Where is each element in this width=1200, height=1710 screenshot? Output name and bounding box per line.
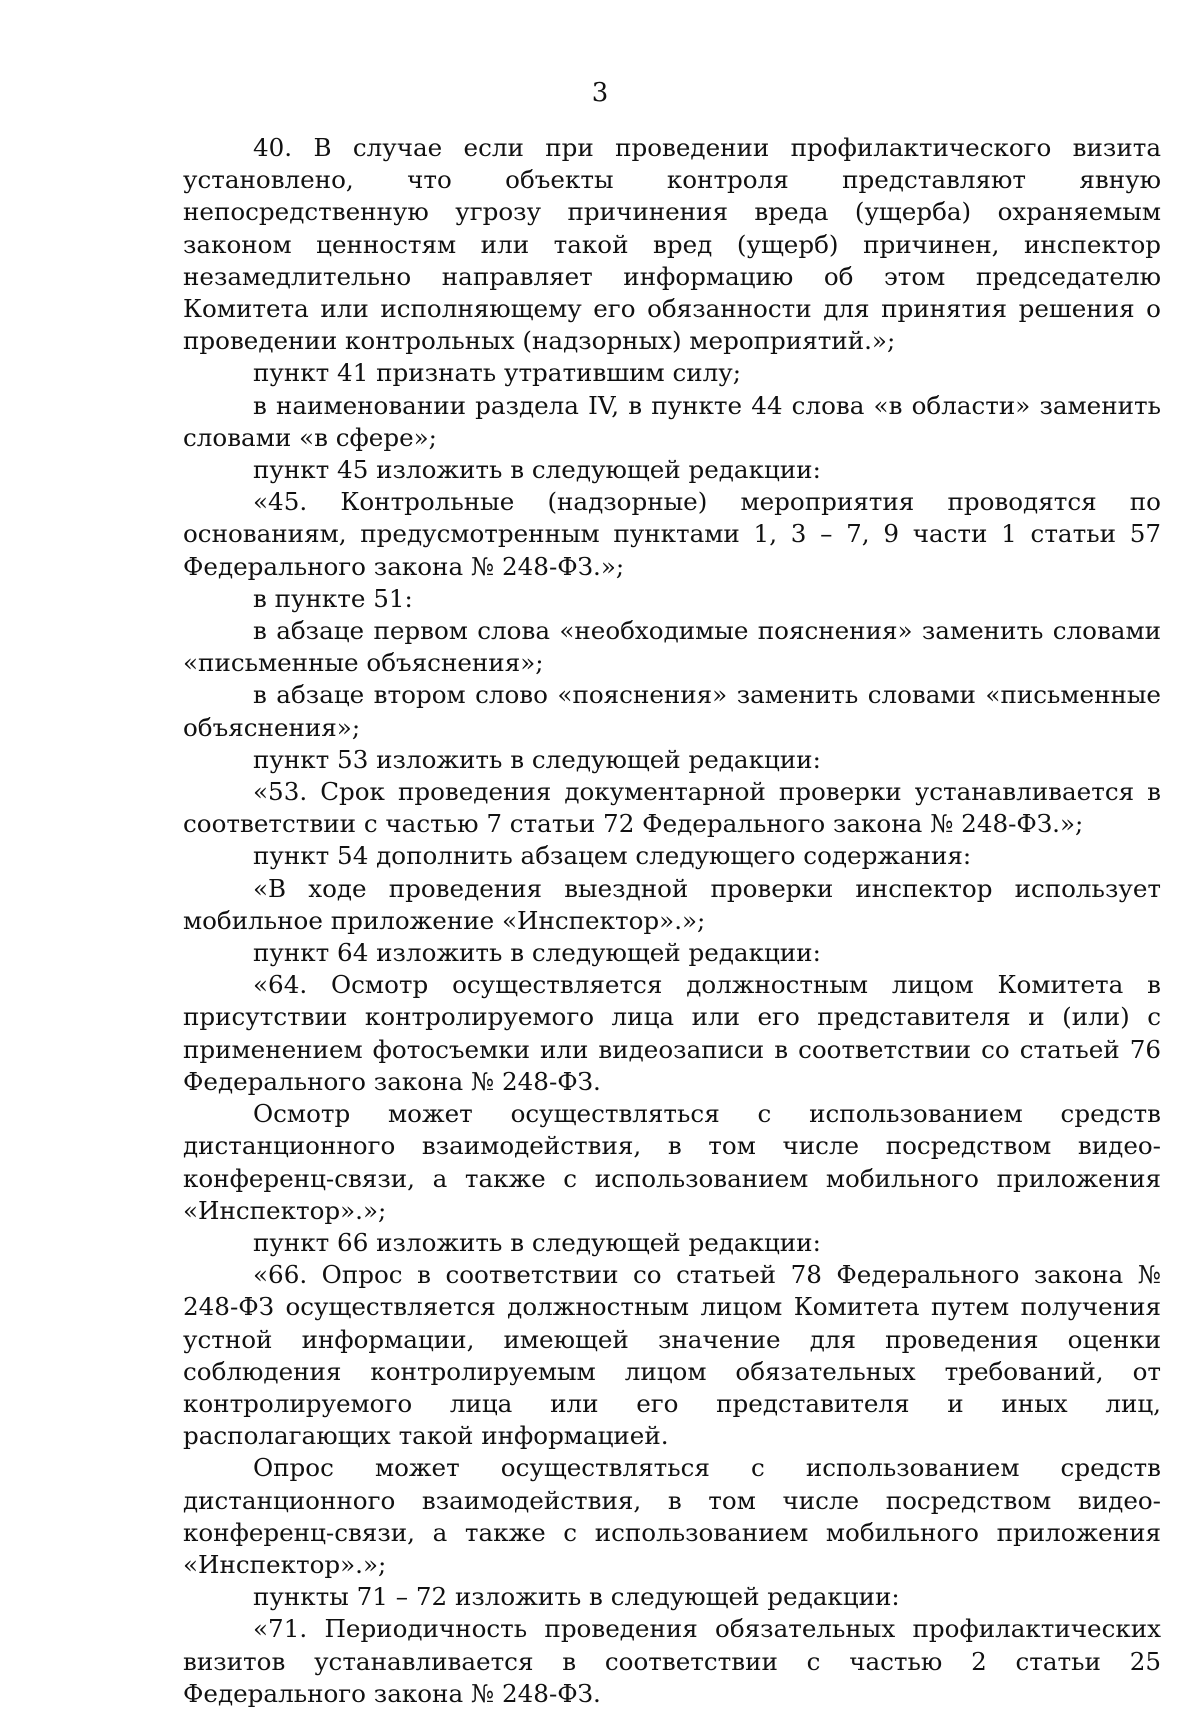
paragraph: в абзаце первом слова «необходимые пояснения» заменить словами «письменные объяснения»; <box>183 616 1161 678</box>
paragraph: пункт 54 дополнить абзацем следующего содержания: <box>253 841 972 871</box>
paragraph: пункт 41 признать утратившим силу; <box>253 358 742 388</box>
page-number: 3 <box>591 78 609 108</box>
paragraph: «71. Периодичность проведения обязательных профилактических визитов устанавливается в соответствии с частью 2 статьи 25 Федерального закона № 248-ФЗ. <box>183 1614 1161 1708</box>
paragraph: пункт 66 изложить в следующей редакции: <box>253 1227 821 1257</box>
paragraph: пункты 71 – 72 изложить в следующей редакции: <box>253 1582 900 1612</box>
paragraph: «64. Осмотр осуществляется должностным лицом Комитета в присутствии контролируемого лица или его представителя и (или) с применением фотосъемки или видеозаписи в соответствии со статьей 76 Федерального закона № 248-ФЗ. <box>183 970 1161 1096</box>
paragraph: «53. Срок проведения документарной проверки устанавливается в соответствии с частью 7 статьи 72 Федерального закона № 248-ФЗ.»; <box>183 777 1161 839</box>
paragraph: пункт 64 изложить в следующей редакции: <box>253 938 821 968</box>
paragraph: пункт 53 изложить в следующей редакции: <box>253 744 821 774</box>
paragraph: «45. Контрольные (надзорные) мероприятия проводятся по основаниям, предусмотренным пунктами 1, 3 – 7, 9 части 1 статьи 57 Федерального закона № 248-ФЗ.»; <box>183 487 1161 581</box>
document-body <box>183 132 1161 1710</box>
paragraph: в абзаце втором слово «пояснения» заменить словами «письменные объяснения»; <box>183 680 1161 742</box>
paragraph: Осмотр может осуществляться с использованием средств дистанционного взаимодействия, в том числе посредством видео-конференц-связи, а также с использованием мобильного приложения «Инспектор».»; <box>183 1099 1161 1225</box>
paragraph: «В ходе проведения выездной проверки инспектор использует мобильное приложение «Инспектор».»; <box>183 873 1161 935</box>
paragraph: Опрос может осуществляться с использованием средств дистанционного взаимодействия, в том числе посредством видео-конференц-связи, а также с использованием мобильного приложения «Инспектор».»; <box>183 1453 1161 1579</box>
paragraph: 40. В случае если при проведении профилактического визита установлено, что объекты контроля представляют явную непосредственную угрозу причинения вреда (ущерба) охраняемым законом ценностям или такой вред (ущерб) причинен, инспектор незамедлительно направляет информацию об этом председателю Комитета или исполняющему его обязанности для принятия решения о проведении контрольных (надзорных) мероприятий.»; <box>183 133 1161 356</box>
paragraph: «66. Опрос в соответствии со статьей 78 Федерального закона № 248-ФЗ осуществляется должностным лицом Комитета путем получения устной информации, имеющей значение для проведения оценки соблюдения контролируемым лицом обязательных требований, от контролируемого лица или его представителя и иных лиц, располагающих такой информацией. <box>183 1260 1161 1451</box>
paragraph: в наименовании раздела IV, в пункте 44 слова «в области» заменить словами «в сфере»; <box>183 390 1161 452</box>
paragraph: пункт 45 изложить в следующей редакции: <box>253 455 821 485</box>
paragraph: в пункте 51: <box>253 583 413 613</box>
